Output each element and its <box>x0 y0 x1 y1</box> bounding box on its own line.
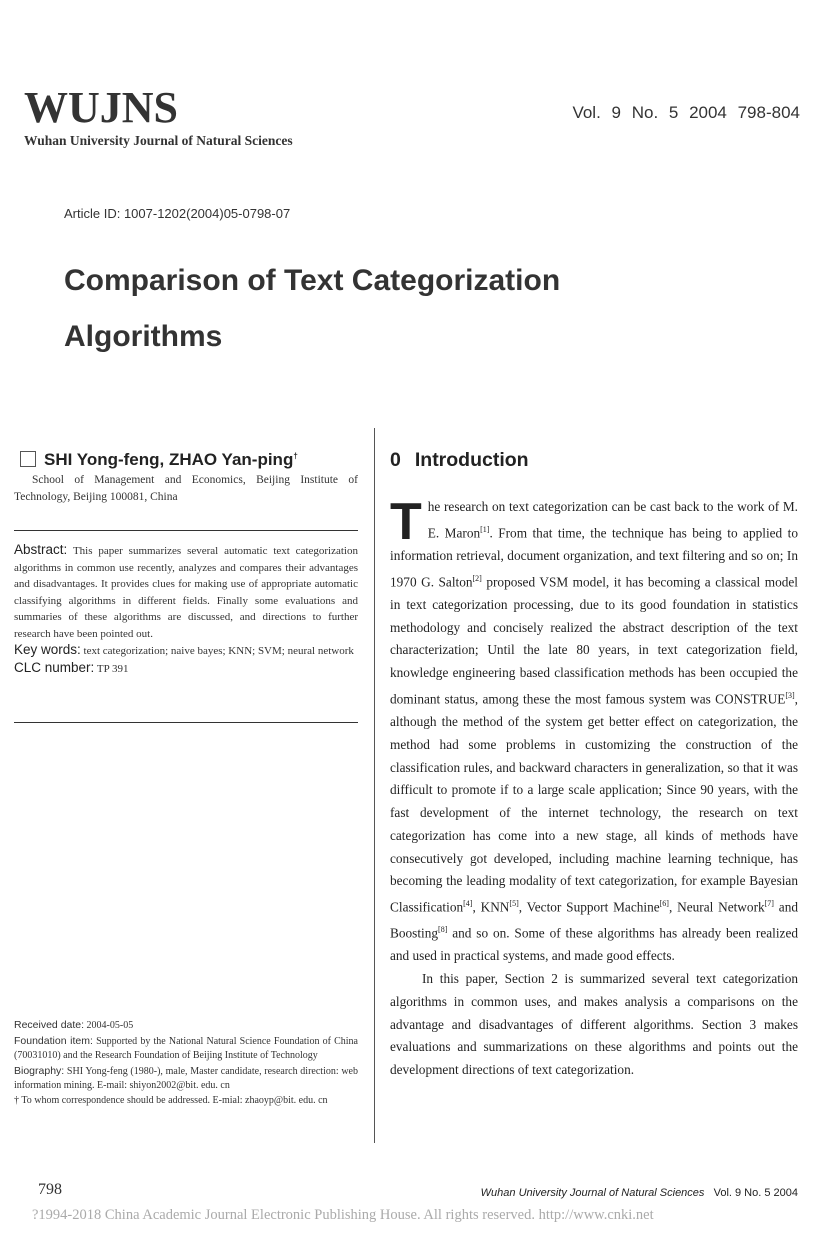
divider <box>14 722 358 723</box>
text-run: , Neural Network <box>668 899 765 915</box>
column-divider <box>374 428 375 1143</box>
correspondence-note: † To whom correspondence should be addressed. E-mial: zhaoyp@bit. edu. cn <box>14 1094 328 1106</box>
clc-label: CLC number: <box>14 659 95 675</box>
text-run: and so on. Some of these algorithms has already been realized and used in practical systems, and made good effects. <box>390 925 798 964</box>
citation: [7] <box>764 899 774 909</box>
text-run: proposed VSM model, it has becoming a classical model in text categorization processing, due to its good foundation in statistics methodology and concisely realized the abstract description of the text characterization; Until the late 80 years, in text categorization field, knowledge engineering based classification methods has been occupied the dominant status, among these the most famous system was CONSTRUE <box>390 574 798 707</box>
citation: [8] <box>438 925 448 935</box>
checkbox-icon <box>20 451 36 467</box>
text-run: . From that time, the technique has being to applied to information retrieval, document organization, and text filtering and so on; In 1970 G. Salton <box>390 525 798 590</box>
citation: [5] <box>509 899 519 909</box>
text-run: he research on text categorization can be cast back to the work of M. E. Maron <box>427 499 798 541</box>
article-id: Article ID: 1007-1202(2004)05-0798-07 <box>64 206 291 221</box>
journal-logo: WUJNS <box>24 83 179 132</box>
received-label: Received date: <box>14 1019 85 1031</box>
text-run: and Boosting <box>390 899 798 941</box>
citation: [3] <box>785 690 795 700</box>
page-number: 798 <box>38 1181 62 1198</box>
section-heading <box>390 449 529 472</box>
author-mark: † <box>293 451 298 461</box>
text-run: , KNN <box>472 899 510 915</box>
authors <box>44 450 298 470</box>
intro-paragraph: In this paper, Section 2 is summarized several text categorization algorithms in common uses, and makes analysis a comparisons on the advantage and disadvantages of different algorithms. Section 3 makes evaluations and summarizations on these algorithms and points out the development directions of text categorization. <box>390 971 798 1078</box>
text-run: , although the method of the system get better effect on categorization, the method had some problems in customizing the construction of the classification rules, and backward characters in generalization, so that it was difficult to promote if to a large scale application; Since 90 years, with the fast development of the internet technology, the research on text categorization has come into a new stage, all kinds of methods have consecutively got developed, including machine learning technique, has becoming the leading modality of text categorization, for example Bayesian Classification <box>390 691 798 915</box>
volume-info: Vol. 9 No. 5 2004 798-804 <box>572 103 800 122</box>
citation: [4] <box>463 899 473 909</box>
section-title: Introduction <box>414 449 529 471</box>
abstract-block <box>14 542 358 677</box>
copyright-notice: ?1994-2018 China Academic Journal Electronic Publishing House. All rights reserved. http://www.cnki.net <box>32 1207 654 1223</box>
foundation-text: Supported by the National Natural Science Foundation of China (70031010) and the Research Foundation of Beijing Institute of Technology <box>14 1035 358 1061</box>
received-date: 2004-05-05 <box>86 1020 134 1031</box>
biography-text: SHI Yong-feng (1980-), male, Master candidate, research direction: web information mining. E-mail: shiyon2002@bit. edu. cn <box>14 1065 358 1091</box>
paper-title: Comparison of Text Categorization Algorithms <box>64 264 561 353</box>
drop-cap: T <box>390 493 422 551</box>
footer-journal <box>481 1187 798 1199</box>
intro-paragraph <box>390 493 798 968</box>
citation: [2] <box>472 573 482 583</box>
citation: [6] <box>659 899 669 909</box>
footer-volume: Vol. 9 No. 5 2004 <box>713 1187 798 1199</box>
affiliation: School of Management and Economics, Beijing Institute of Technology, Beijing 100081, China <box>14 474 358 503</box>
footnotes <box>14 1018 358 1108</box>
abstract-label: Abstract: <box>14 542 68 557</box>
abstract-text: This paper summarizes several automatic text categorization algorithms in common use recently, analyzes and compares their advantages and disadvantages. It provides clues for making use of appropriate automatic classifying algorithms in different fields. Finally some evaluations and summaries of these algorithms are discussed, and directions to further research have been pointed out. <box>14 545 358 640</box>
foundation-label: Foundation item: <box>14 1034 93 1047</box>
footer-journal-name: Wuhan University Journal of Natural Sciences <box>480 1187 705 1199</box>
keywords-label: Key words: <box>14 642 81 657</box>
journal-name: Wuhan University Journal of Natural Sciences <box>24 133 293 148</box>
citation: [1] <box>480 524 490 534</box>
text-run: , Vector Support Machine <box>518 899 660 915</box>
biography-label: Biography: <box>14 1064 65 1077</box>
author-names: SHI Yong-feng, ZHAO Yan-ping <box>44 450 294 469</box>
divider <box>14 530 358 531</box>
keywords-text: text categorization; naive bayes; KNN; SVM; neural network <box>83 645 354 657</box>
intro-body <box>390 493 798 1082</box>
section-number: 0 <box>390 449 401 471</box>
clc-number: TP 391 <box>96 662 129 675</box>
